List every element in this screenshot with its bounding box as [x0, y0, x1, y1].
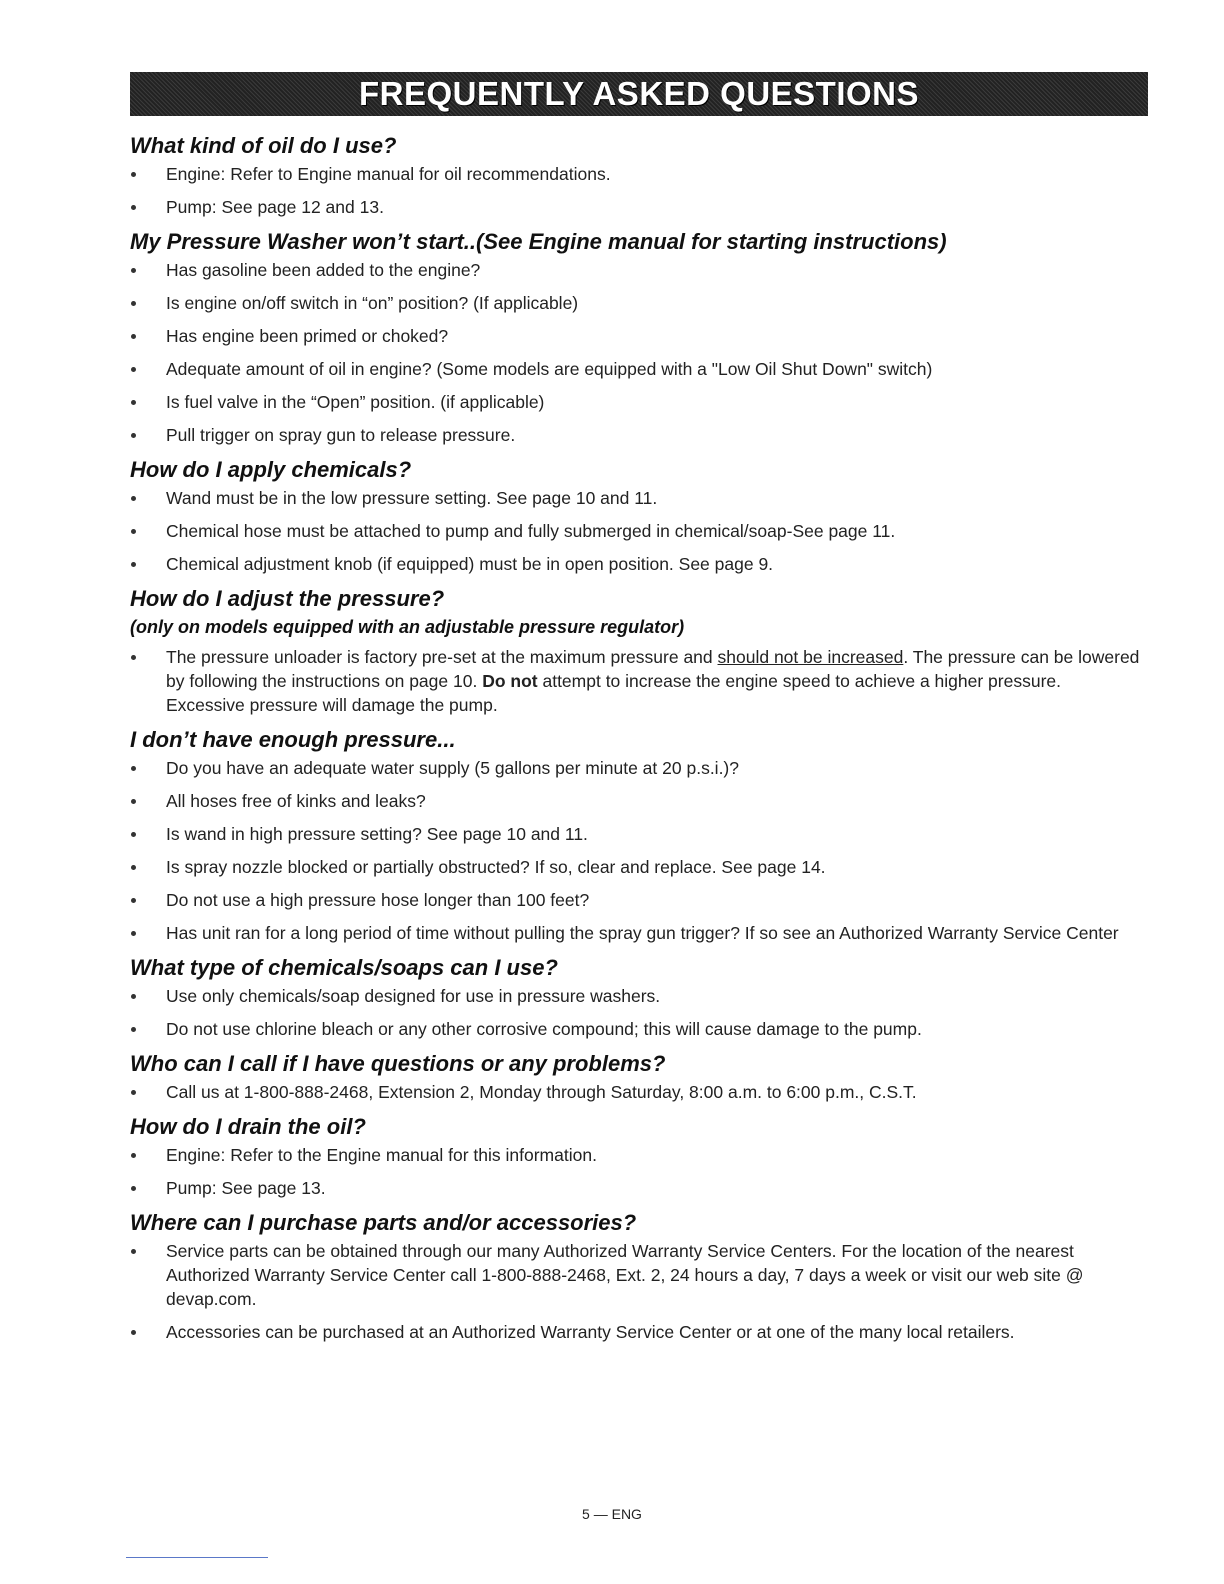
list-item: Pull trigger on spray gun to release pressure.	[130, 423, 1140, 447]
list-item: Is wand in high pressure setting? See page 10 and 11.	[130, 822, 1140, 846]
adjust-underline: should not be increased	[717, 647, 904, 667]
adjust-text-3: attempt to increase the engine speed to achieve a higher pressure. Excessive pressure will damage the pump.	[166, 671, 1061, 715]
faq-content	[130, 132, 1140, 1353]
adjust-text-1: The pressure unloader is factory pre-set at the maximum pressure and	[166, 647, 713, 667]
list-adjust	[130, 645, 1140, 717]
adjust-bold: Do not	[482, 671, 538, 691]
heading-oil: What kind of oil do I use?	[130, 133, 397, 158]
heading-start: My Pressure Washer won’t start..(See Engine manual for starting instructions)	[130, 229, 947, 254]
list-item: Has unit ran for a long period of time without pulling the spray gun trigger? If so see an Authorized Warranty Service Center	[130, 921, 1140, 945]
list-item: Use only chemicals/soap designed for use in pressure washers.	[130, 984, 1140, 1008]
list-oil	[130, 162, 1140, 219]
list-item: Wand must be in the low pressure setting. See page 10 and 11.	[130, 486, 1140, 510]
footer-rule	[126, 1557, 268, 1558]
list-item: Do you have an adequate water supply (5 gallons per minute at 20 p.s.i.)?	[130, 756, 1140, 780]
faq-banner	[130, 72, 1148, 116]
heading-chemicals: How do I apply chemicals?	[130, 457, 412, 482]
list-item	[130, 645, 1140, 717]
list-chemicals	[130, 486, 1140, 576]
list-item: All hoses free of kinks and leaks?	[130, 789, 1140, 813]
list-item: Is fuel valve in the “Open” position. (if applicable)	[130, 390, 1140, 414]
heading-soaps: What type of chemicals/soaps can I use?	[130, 955, 558, 980]
list-item: Engine: Refer to the Engine manual for this information.	[130, 1143, 1140, 1167]
list-item: Do not use chlorine bleach or any other corrosive compound; this will cause damage to the pump.	[130, 1017, 1140, 1041]
list-item: Is spray nozzle blocked or partially obstructed? If so, clear and replace. See page 14.	[130, 855, 1140, 879]
list-item: Has engine been primed or choked?	[130, 324, 1140, 348]
page-title: FREQUENTLY ASKED QUESTIONS	[358, 75, 920, 112]
heading-call: Who can I call if I have questions or any problems?	[130, 1051, 666, 1076]
page-number: 5 — ENG	[582, 1506, 642, 1522]
heading-adjust: How do I adjust the pressure?	[130, 586, 445, 611]
list-item: Adequate amount of oil in engine? (Some models are equipped with a "Low Oil Shut Down" switch)	[130, 357, 1140, 381]
list-item: Is engine on/off switch in “on” position? (If applicable)	[130, 291, 1140, 315]
list-item: Call us at 1-800-888-2468, Extension 2, Monday through Saturday, 8:00 a.m. to 6:00 p.m., C.S.T.	[130, 1080, 1140, 1104]
heading-drain: How do I drain the oil?	[130, 1114, 366, 1139]
list-item: Service parts can be obtained through our many Authorized Warranty Service Centers. For the location of the nearest Authorized Warranty Service Center call 1-800-888-2468, Ext. 2, 24 hours a day, 7 days a week or visit our web site @ devap.com.	[130, 1239, 1140, 1311]
list-item: Accessories can be purchased at an Authorized Warranty Service Center or at one of the many local retailers.	[130, 1320, 1140, 1344]
list-start	[130, 258, 1140, 447]
list-soaps	[130, 984, 1140, 1041]
list-item: Chemical hose must be attached to pump and fully submerged in chemical/soap-See page 11.	[130, 519, 1140, 543]
list-drain	[130, 1143, 1140, 1200]
list-parts	[130, 1239, 1140, 1344]
list-call	[130, 1080, 1140, 1104]
heading-pressure: I don’t have enough pressure...	[130, 727, 456, 752]
list-item: Has gasoline been added to the engine?	[130, 258, 1140, 282]
list-item: Pump: See page 12 and 13.	[130, 195, 1140, 219]
adjust-text-2: . The pressure can be lowered by following the instructions on page 10.	[166, 647, 1140, 691]
list-item: Chemical adjustment knob (if equipped) must be in open position. See page 9.	[130, 552, 1140, 576]
list-item: Engine: Refer to Engine manual for oil recommendations.	[130, 162, 1140, 186]
subheading-adjust: (only on models equipped with an adjustable pressure regulator)	[130, 617, 685, 637]
list-item: Pump: See page 13.	[130, 1176, 1140, 1200]
list-pressure	[130, 756, 1140, 945]
heading-parts: Where can I purchase parts and/or accessories?	[130, 1210, 637, 1235]
list-item: Do not use a high pressure hose longer than 100 feet?	[130, 888, 1140, 912]
